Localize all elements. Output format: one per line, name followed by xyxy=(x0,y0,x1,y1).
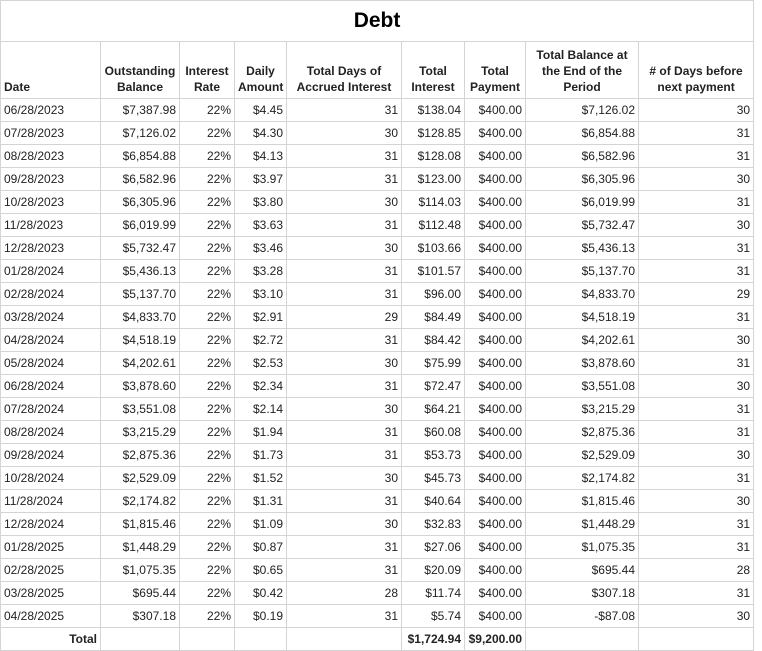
cell-total-interest[interactable]: $32.83 xyxy=(402,513,465,536)
cell-days-before-next[interactable]: 30 xyxy=(639,329,754,352)
cell-days-before-next[interactable]: 30 xyxy=(639,214,754,237)
cell-days-before-next[interactable]: 31 xyxy=(639,536,754,559)
total-payment-sum[interactable]: $9,200.00 xyxy=(465,628,526,651)
cell-total-interest[interactable]: $84.49 xyxy=(402,306,465,329)
cell-total-interest[interactable]: $123.00 xyxy=(402,168,465,191)
table-row xyxy=(1,260,754,283)
cell-balance-end-period[interactable]: $1,075.35 xyxy=(526,536,639,559)
cell-balance-end-period[interactable]: $7,126.02 xyxy=(526,99,639,122)
table-row xyxy=(1,513,754,536)
cell-date[interactable]: 07/28/2023 xyxy=(1,122,101,145)
cell-days-before-next[interactable]: 28 xyxy=(639,559,754,582)
cell-total-days-accrued[interactable]: 31 xyxy=(287,444,402,467)
cell-total-days-accrued[interactable]: 31 xyxy=(287,214,402,237)
cell-daily-amount[interactable]: $0.19 xyxy=(235,605,287,628)
cell-date[interactable]: 03/28/2024 xyxy=(1,306,101,329)
table-row xyxy=(1,306,754,329)
cell-total-days-accrued[interactable]: 30 xyxy=(287,191,402,214)
table-row xyxy=(1,375,754,398)
cell-date[interactable]: 06/28/2023 xyxy=(1,99,101,122)
total-empty-cell[interactable] xyxy=(526,628,639,651)
header-balance-end-period[interactable]: Total Balance at the End of the Period xyxy=(526,42,639,99)
table-row xyxy=(1,191,754,214)
table-row xyxy=(1,582,754,605)
cell-daily-amount[interactable]: $3.28 xyxy=(235,260,287,283)
header-days-before-next[interactable]: # of Days before next payment xyxy=(639,42,754,99)
cell-daily-amount[interactable]: $4.45 xyxy=(235,99,287,122)
table-row xyxy=(1,122,754,145)
cell-date[interactable]: 06/28/2024 xyxy=(1,375,101,398)
cell-daily-amount[interactable]: $3.10 xyxy=(235,283,287,306)
cell-total-days-accrued[interactable]: 31 xyxy=(287,490,402,513)
cell-daily-amount[interactable]: $1.73 xyxy=(235,444,287,467)
cell-outstanding-balance[interactable]: $5,137.70 xyxy=(101,283,180,306)
header-total-payment[interactable]: Total Payment xyxy=(465,42,526,99)
cell-total-payment[interactable]: $400.00 xyxy=(465,191,526,214)
cell-total-days-accrued[interactable]: 28 xyxy=(287,582,402,605)
cell-total-days-accrued[interactable]: 30 xyxy=(287,467,402,490)
cell-total-interest[interactable]: $5.74 xyxy=(402,605,465,628)
cell-total-interest[interactable]: $84.42 xyxy=(402,329,465,352)
cell-interest-rate[interactable]: 22% xyxy=(180,352,235,375)
cell-outstanding-balance[interactable]: $3,215.29 xyxy=(101,421,180,444)
cell-total-payment[interactable]: $400.00 xyxy=(465,260,526,283)
cell-outstanding-balance[interactable]: $6,019.99 xyxy=(101,214,180,237)
cell-daily-amount[interactable]: $3.97 xyxy=(235,168,287,191)
cell-total-interest[interactable]: $72.47 xyxy=(402,375,465,398)
cell-total-payment[interactable]: $400.00 xyxy=(465,168,526,191)
cell-balance-end-period[interactable]: $5,732.47 xyxy=(526,214,639,237)
total-empty-cell[interactable] xyxy=(235,628,287,651)
cell-date[interactable]: 11/28/2023 xyxy=(1,214,101,237)
cell-total-payment[interactable]: $400.00 xyxy=(465,306,526,329)
cell-interest-rate[interactable]: 22% xyxy=(180,329,235,352)
cell-total-days-accrued[interactable]: 31 xyxy=(287,283,402,306)
cell-total-interest[interactable]: $64.21 xyxy=(402,398,465,421)
cell-daily-amount[interactable]: $1.52 xyxy=(235,467,287,490)
cell-total-days-accrued[interactable]: 31 xyxy=(287,168,402,191)
cell-total-payment[interactable]: $400.00 xyxy=(465,145,526,168)
table-row xyxy=(1,467,754,490)
cell-date[interactable]: 01/28/2025 xyxy=(1,536,101,559)
cell-total-days-accrued[interactable]: 31 xyxy=(287,559,402,582)
cell-outstanding-balance[interactable]: $4,202.61 xyxy=(101,352,180,375)
cell-days-before-next[interactable]: 30 xyxy=(639,375,754,398)
cell-balance-end-period[interactable]: $1,448.29 xyxy=(526,513,639,536)
table-row xyxy=(1,99,754,122)
cell-days-before-next[interactable]: 31 xyxy=(639,306,754,329)
total-row xyxy=(1,628,754,651)
table-row xyxy=(1,605,754,628)
cell-daily-amount[interactable]: $3.63 xyxy=(235,214,287,237)
cell-days-before-next[interactable]: 31 xyxy=(639,352,754,375)
cell-total-payment[interactable]: $400.00 xyxy=(465,513,526,536)
cell-outstanding-balance[interactable]: $307.18 xyxy=(101,605,180,628)
cell-total-payment[interactable]: $400.00 xyxy=(465,283,526,306)
cell-date[interactable]: 07/28/2024 xyxy=(1,398,101,421)
cell-date[interactable]: 08/28/2024 xyxy=(1,421,101,444)
cell-total-days-accrued[interactable]: 30 xyxy=(287,398,402,421)
cell-total-days-accrued[interactable]: 30 xyxy=(287,237,402,260)
cell-outstanding-balance[interactable]: $3,551.08 xyxy=(101,398,180,421)
cell-balance-end-period[interactable]: -$87.08 xyxy=(526,605,639,628)
cell-total-days-accrued[interactable]: 31 xyxy=(287,605,402,628)
cell-date[interactable]: 04/28/2025 xyxy=(1,605,101,628)
cell-total-interest[interactable]: $128.85 xyxy=(402,122,465,145)
cell-outstanding-balance[interactable]: $1,815.46 xyxy=(101,513,180,536)
cell-total-days-accrued[interactable]: 30 xyxy=(287,352,402,375)
cell-interest-rate[interactable]: 22% xyxy=(180,444,235,467)
cell-balance-end-period[interactable]: $3,215.29 xyxy=(526,398,639,421)
cell-total-payment[interactable]: $400.00 xyxy=(465,582,526,605)
table-row xyxy=(1,329,754,352)
cell-daily-amount[interactable]: $1.09 xyxy=(235,513,287,536)
cell-date[interactable]: 02/28/2025 xyxy=(1,559,101,582)
cell-total-interest[interactable]: $114.03 xyxy=(402,191,465,214)
cell-total-days-accrued[interactable]: 31 xyxy=(287,260,402,283)
cell-date[interactable]: 10/28/2024 xyxy=(1,467,101,490)
cell-total-interest[interactable]: $96.00 xyxy=(402,283,465,306)
cell-total-payment[interactable]: $400.00 xyxy=(465,352,526,375)
table-row xyxy=(1,352,754,375)
cell-days-before-next[interactable]: 30 xyxy=(639,490,754,513)
cell-interest-rate[interactable]: 22% xyxy=(180,421,235,444)
cell-interest-rate[interactable]: 22% xyxy=(180,214,235,237)
cell-days-before-next[interactable]: 31 xyxy=(639,237,754,260)
cell-total-payment[interactable]: $400.00 xyxy=(465,467,526,490)
cell-outstanding-balance[interactable]: $3,878.60 xyxy=(101,375,180,398)
cell-date[interactable]: 09/28/2024 xyxy=(1,444,101,467)
cell-total-payment[interactable]: $400.00 xyxy=(465,605,526,628)
cell-interest-rate[interactable]: 22% xyxy=(180,490,235,513)
table-row xyxy=(1,283,754,306)
table-row xyxy=(1,444,754,467)
cell-balance-end-period[interactable]: $5,137.70 xyxy=(526,260,639,283)
cell-balance-end-period[interactable]: $6,854.88 xyxy=(526,122,639,145)
cell-outstanding-balance[interactable]: $4,833.70 xyxy=(101,306,180,329)
header-date[interactable]: Date xyxy=(1,42,101,99)
cell-interest-rate[interactable]: 22% xyxy=(180,237,235,260)
cell-outstanding-balance[interactable]: $1,448.29 xyxy=(101,536,180,559)
cell-total-payment[interactable]: $400.00 xyxy=(465,421,526,444)
cell-total-payment[interactable]: $400.00 xyxy=(465,237,526,260)
cell-balance-end-period[interactable]: $3,878.60 xyxy=(526,352,639,375)
cell-days-before-next[interactable]: 29 xyxy=(639,283,754,306)
cell-total-payment[interactable]: $400.00 xyxy=(465,444,526,467)
cell-days-before-next[interactable]: 31 xyxy=(639,467,754,490)
cell-daily-amount[interactable]: $0.65 xyxy=(235,559,287,582)
cell-total-payment[interactable]: $400.00 xyxy=(465,398,526,421)
cell-days-before-next[interactable]: 31 xyxy=(639,582,754,605)
cell-interest-rate[interactable]: 22% xyxy=(180,605,235,628)
cell-total-interest[interactable]: $128.08 xyxy=(402,145,465,168)
cell-outstanding-balance[interactable]: $6,854.88 xyxy=(101,145,180,168)
header-outstanding-balance[interactable]: Outstanding Balance xyxy=(101,42,180,99)
cell-date[interactable]: 10/28/2023 xyxy=(1,191,101,214)
cell-total-days-accrued[interactable]: 31 xyxy=(287,421,402,444)
cell-total-payment[interactable]: $400.00 xyxy=(465,214,526,237)
cell-total-interest[interactable]: $20.09 xyxy=(402,559,465,582)
cell-date[interactable]: 01/28/2024 xyxy=(1,260,101,283)
cell-date[interactable]: 09/28/2023 xyxy=(1,168,101,191)
cell-interest-rate[interactable]: 22% xyxy=(180,559,235,582)
header-interest-rate[interactable]: Interest Rate xyxy=(180,42,235,99)
cell-total-interest[interactable]: $11.74 xyxy=(402,582,465,605)
cell-total-interest[interactable]: $75.99 xyxy=(402,352,465,375)
cell-date[interactable]: 04/28/2024 xyxy=(1,329,101,352)
cell-date[interactable]: 05/28/2024 xyxy=(1,352,101,375)
cell-total-interest[interactable]: $101.57 xyxy=(402,260,465,283)
header-total-interest[interactable]: Total Interest xyxy=(402,42,465,99)
cell-date[interactable]: 08/28/2023 xyxy=(1,145,101,168)
cell-days-before-next[interactable]: 30 xyxy=(639,99,754,122)
cell-interest-rate[interactable]: 22% xyxy=(180,283,235,306)
cell-balance-end-period[interactable]: $4,518.19 xyxy=(526,306,639,329)
cell-days-before-next[interactable]: 30 xyxy=(639,444,754,467)
cell-total-interest[interactable]: $27.06 xyxy=(402,536,465,559)
cell-interest-rate[interactable]: 22% xyxy=(180,99,235,122)
cell-total-payment[interactable]: $400.00 xyxy=(465,99,526,122)
cell-daily-amount[interactable]: $2.14 xyxy=(235,398,287,421)
total-empty-cell[interactable] xyxy=(180,628,235,651)
cell-balance-end-period[interactable]: $1,815.46 xyxy=(526,490,639,513)
cell-total-payment[interactable]: $400.00 xyxy=(465,559,526,582)
cell-total-payment[interactable]: $400.00 xyxy=(465,536,526,559)
cell-interest-rate[interactable]: 22% xyxy=(180,398,235,421)
cell-daily-amount[interactable]: $4.13 xyxy=(235,145,287,168)
cell-balance-end-period[interactable]: $4,833.70 xyxy=(526,283,639,306)
cell-daily-amount[interactable]: $4.30 xyxy=(235,122,287,145)
header-row xyxy=(1,42,754,99)
cell-outstanding-balance[interactable]: $695.44 xyxy=(101,582,180,605)
cell-interest-rate[interactable]: 22% xyxy=(180,168,235,191)
cell-total-days-accrued[interactable]: 31 xyxy=(287,99,402,122)
cell-daily-amount[interactable]: $2.34 xyxy=(235,375,287,398)
cell-balance-end-period[interactable]: $6,582.96 xyxy=(526,145,639,168)
cell-total-days-accrued[interactable]: 30 xyxy=(287,513,402,536)
table-row xyxy=(1,214,754,237)
cell-interest-rate[interactable]: 22% xyxy=(180,375,235,398)
cell-outstanding-balance[interactable]: $2,174.82 xyxy=(101,490,180,513)
cell-balance-end-period[interactable]: $3,551.08 xyxy=(526,375,639,398)
cell-date[interactable]: 11/28/2024 xyxy=(1,490,101,513)
cell-total-payment[interactable]: $400.00 xyxy=(465,490,526,513)
cell-interest-rate[interactable]: 22% xyxy=(180,260,235,283)
cell-interest-rate[interactable]: 22% xyxy=(180,582,235,605)
cell-total-interest[interactable]: $138.04 xyxy=(402,99,465,122)
cell-date[interactable]: 12/28/2023 xyxy=(1,237,101,260)
cell-total-interest[interactable]: $103.66 xyxy=(402,237,465,260)
cell-outstanding-balance[interactable]: $7,387.98 xyxy=(101,99,180,122)
cell-outstanding-balance[interactable]: $7,126.02 xyxy=(101,122,180,145)
cell-balance-end-period[interactable]: $6,019.99 xyxy=(526,191,639,214)
cell-daily-amount[interactable]: $1.31 xyxy=(235,490,287,513)
table-row xyxy=(1,145,754,168)
table-row xyxy=(1,421,754,444)
cell-daily-amount[interactable]: $0.42 xyxy=(235,582,287,605)
cell-interest-rate[interactable]: 22% xyxy=(180,191,235,214)
cell-interest-rate[interactable]: 22% xyxy=(180,513,235,536)
cell-interest-rate[interactable]: 22% xyxy=(180,122,235,145)
table-row xyxy=(1,237,754,260)
cell-outstanding-balance[interactable]: $4,518.19 xyxy=(101,329,180,352)
cell-date[interactable]: 12/28/2024 xyxy=(1,513,101,536)
cell-days-before-next[interactable]: 31 xyxy=(639,122,754,145)
cell-interest-rate[interactable]: 22% xyxy=(180,306,235,329)
table-row xyxy=(1,168,754,191)
title-row xyxy=(1,1,754,42)
cell-interest-rate[interactable]: 22% xyxy=(180,145,235,168)
total-empty-cell[interactable] xyxy=(639,628,754,651)
cell-total-interest[interactable]: $53.73 xyxy=(402,444,465,467)
cell-total-payment[interactable]: $400.00 xyxy=(465,375,526,398)
cell-date[interactable]: 02/28/2024 xyxy=(1,283,101,306)
cell-total-interest[interactable]: $45.73 xyxy=(402,467,465,490)
cell-total-payment[interactable]: $400.00 xyxy=(465,122,526,145)
table-row xyxy=(1,490,754,513)
cell-daily-amount[interactable]: $2.53 xyxy=(235,352,287,375)
total-empty-cell[interactable] xyxy=(101,628,180,651)
cell-balance-end-period[interactable]: $4,202.61 xyxy=(526,329,639,352)
cell-total-days-accrued[interactable]: 31 xyxy=(287,375,402,398)
cell-balance-end-period[interactable]: $6,305.96 xyxy=(526,168,639,191)
cell-days-before-next[interactable]: 30 xyxy=(639,168,754,191)
table-row xyxy=(1,536,754,559)
header-daily-amount[interactable]: Daily Amount xyxy=(235,42,287,99)
cell-outstanding-balance[interactable]: $6,305.96 xyxy=(101,191,180,214)
cell-daily-amount[interactable]: $3.80 xyxy=(235,191,287,214)
sheet-title[interactable]: Debt xyxy=(1,1,754,42)
cell-balance-end-period[interactable]: $2,174.82 xyxy=(526,467,639,490)
cell-daily-amount[interactable]: $2.72 xyxy=(235,329,287,352)
cell-days-before-next[interactable]: 31 xyxy=(639,191,754,214)
cell-balance-end-period[interactable]: $307.18 xyxy=(526,582,639,605)
cell-balance-end-period[interactable]: $2,875.36 xyxy=(526,421,639,444)
table-row xyxy=(1,398,754,421)
cell-daily-amount[interactable]: $3.46 xyxy=(235,237,287,260)
cell-interest-rate[interactable]: 22% xyxy=(180,536,235,559)
cell-days-before-next[interactable]: 30 xyxy=(639,605,754,628)
cell-outstanding-balance[interactable]: $2,875.36 xyxy=(101,444,180,467)
cell-outstanding-balance[interactable]: $5,436.13 xyxy=(101,260,180,283)
cell-days-before-next[interactable]: 31 xyxy=(639,260,754,283)
cell-total-interest[interactable]: $112.48 xyxy=(402,214,465,237)
cell-interest-rate[interactable]: 22% xyxy=(180,467,235,490)
cell-balance-end-period[interactable]: $5,436.13 xyxy=(526,237,639,260)
cell-balance-end-period[interactable]: $695.44 xyxy=(526,559,639,582)
cell-outstanding-balance[interactable]: $1,075.35 xyxy=(101,559,180,582)
cell-balance-end-period[interactable]: $2,529.09 xyxy=(526,444,639,467)
total-label[interactable]: Total xyxy=(1,628,101,651)
cell-days-before-next[interactable]: 31 xyxy=(639,513,754,536)
cell-total-days-accrued[interactable]: 29 xyxy=(287,306,402,329)
cell-daily-amount[interactable]: $1.94 xyxy=(235,421,287,444)
header-total-days-accrued[interactable]: Total Days of Accrued Interest xyxy=(287,42,402,99)
cell-date[interactable]: 03/28/2025 xyxy=(1,582,101,605)
cell-days-before-next[interactable]: 31 xyxy=(639,145,754,168)
cell-outstanding-balance[interactable]: $2,529.09 xyxy=(101,467,180,490)
total-empty-cell[interactable] xyxy=(287,628,402,651)
cell-daily-amount[interactable]: $2.91 xyxy=(235,306,287,329)
table-row xyxy=(1,559,754,582)
cell-outstanding-balance[interactable]: $5,732.47 xyxy=(101,237,180,260)
cell-daily-amount[interactable]: $0.87 xyxy=(235,536,287,559)
cell-total-days-accrued[interactable]: 31 xyxy=(287,536,402,559)
cell-days-before-next[interactable]: 31 xyxy=(639,421,754,444)
cell-total-days-accrued[interactable]: 31 xyxy=(287,329,402,352)
cell-total-interest[interactable]: $60.08 xyxy=(402,421,465,444)
cell-total-days-accrued[interactable]: 31 xyxy=(287,145,402,168)
cell-days-before-next[interactable]: 31 xyxy=(639,398,754,421)
total-interest-sum[interactable]: $1,724.94 xyxy=(402,628,465,651)
cell-total-days-accrued[interactable]: 30 xyxy=(287,122,402,145)
cell-total-payment[interactable]: $400.00 xyxy=(465,329,526,352)
cell-outstanding-balance[interactable]: $6,582.96 xyxy=(101,168,180,191)
cell-total-interest[interactable]: $40.64 xyxy=(402,490,465,513)
